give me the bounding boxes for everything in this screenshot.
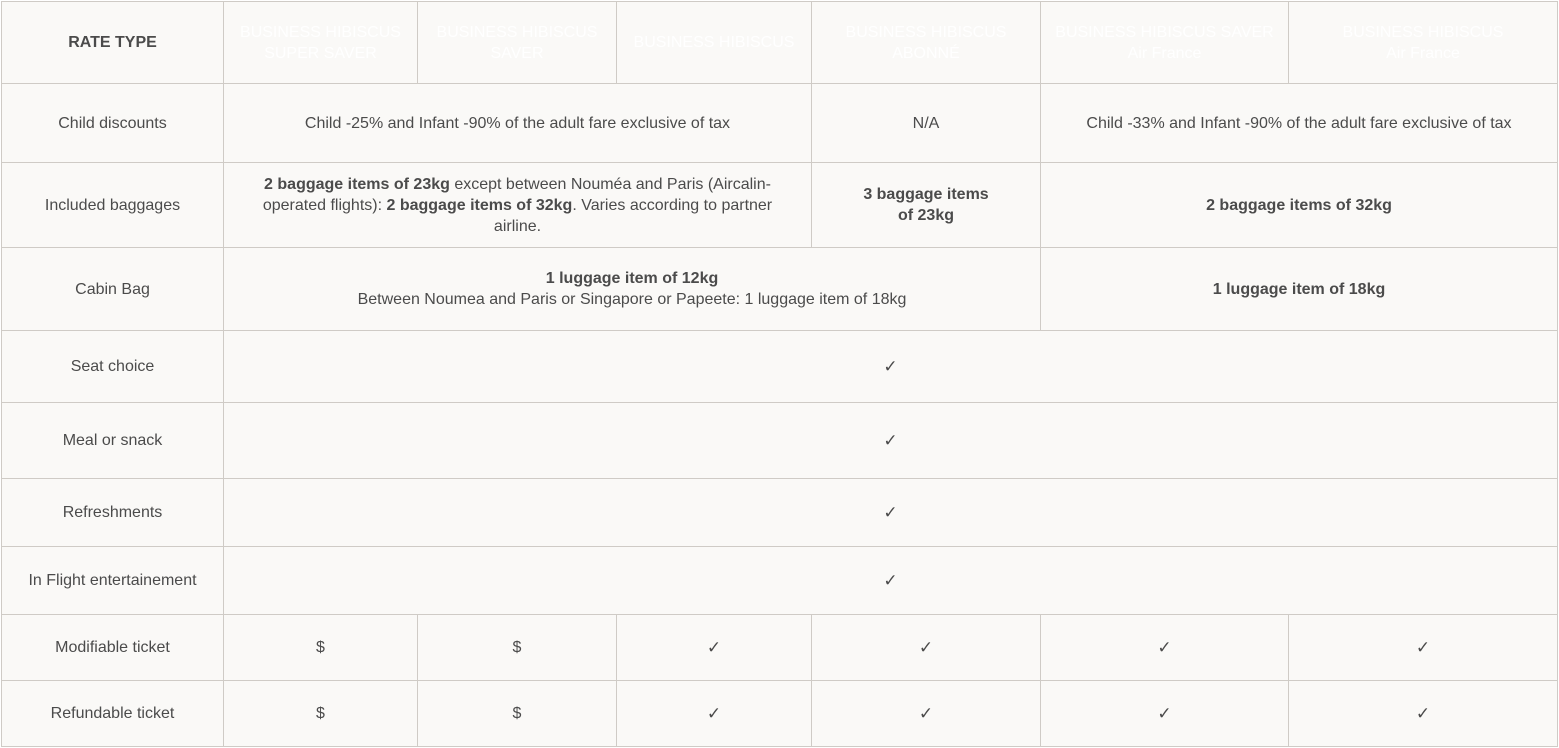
col-header-line2: Air France — [1386, 44, 1460, 62]
fare-comparison-table — [1, 1, 1558, 747]
col-header-line1: BUSINESS HIBISCUS — [633, 34, 795, 51]
fee-icon: $ — [224, 615, 418, 681]
row-label-refundable: Refundable ticket — [2, 681, 224, 747]
check-icon: ✓ — [812, 615, 1041, 681]
table-row — [2, 84, 1558, 163]
check-icon: ✓ — [1041, 615, 1289, 681]
row-label-refreshments: Refreshments — [2, 479, 224, 547]
check-icon: ✓ — [224, 479, 1558, 547]
check-icon: ✓ — [812, 681, 1041, 747]
check-icon: ✓ — [1289, 681, 1558, 747]
table-row — [2, 681, 1558, 747]
col-header-line2: SUPER SAVER — [264, 44, 377, 62]
check-icon: ✓ — [617, 615, 812, 681]
child-discounts-aircalin: Child -25% and Infant -90% of the adult fare exclusive of tax — [224, 84, 812, 163]
col-header-line1: BUSINESS HIBISCUS SAVER — [1055, 23, 1274, 41]
included-baggages-aircalin — [224, 163, 812, 248]
col-header-saver — [418, 2, 617, 84]
check-icon: ✓ — [224, 331, 1558, 403]
col-header-line1: BUSINESS HIBISCUS — [1342, 23, 1504, 41]
baggage-line1: 3 baggage items — [863, 186, 989, 203]
col-header-business — [617, 2, 812, 84]
table-row — [2, 331, 1558, 403]
row-label-seat-choice: Seat choice — [2, 331, 224, 403]
col-header-line2: SAVER — [490, 44, 544, 62]
col-header-line1: BUSINESS HIBISCUS — [436, 23, 598, 41]
check-icon: ✓ — [617, 681, 812, 747]
fee-icon: $ — [418, 681, 617, 747]
table-row — [2, 403, 1558, 479]
fee-icon: $ — [418, 615, 617, 681]
baggage-line2: of 23kg — [897, 207, 954, 224]
col-header-line2: ABONNÉ — [892, 44, 960, 62]
table-row — [2, 479, 1558, 547]
row-label-meal: Meal or snack — [2, 403, 224, 479]
baggage-exception-text: except between Nouméa and Paris (Aircalin-operated flights): — [262, 175, 771, 214]
cabin-bag-line1: 1 luggage item of 12kg — [545, 270, 719, 287]
rate-type-heading: RATE TYPE — [2, 2, 224, 84]
cabin-bag-line2: Between Noumea and Paris or Singapore or Papeete: 1 luggage item of 18kg — [357, 291, 907, 308]
check-icon: ✓ — [224, 547, 1558, 615]
row-label-modifiable: Modifiable ticket — [2, 615, 224, 681]
table-row — [2, 547, 1558, 615]
cabin-bag-aircalin — [224, 248, 1041, 331]
row-label-included-baggages: Included baggages — [2, 163, 224, 248]
row-label-child-discounts: Child discounts — [2, 84, 224, 163]
child-discounts-air-france: Child -33% and Infant -90% of the adult fare exclusive of tax — [1041, 84, 1558, 163]
header-row — [2, 2, 1558, 84]
col-header-super-saver — [224, 2, 418, 84]
col-header-business-air-france — [1289, 2, 1558, 84]
col-header-abonne — [812, 2, 1041, 84]
baggage-allowance-text: 2 baggage items of 23kg — [264, 175, 450, 193]
col-header-line2: Air France — [1127, 44, 1202, 62]
fee-icon: $ — [224, 681, 418, 747]
included-baggages-air-france: 2 baggage items of 32kg — [1041, 163, 1558, 248]
check-icon: ✓ — [1289, 615, 1558, 681]
col-header-line1: BUSINESS HIBISCUS — [240, 23, 401, 41]
col-header-line1: BUSINESS HIBISCUS — [845, 23, 1007, 41]
cabin-bag-air-france: 1 luggage item of 18kg — [1041, 248, 1558, 331]
table-row — [2, 163, 1558, 248]
check-icon: ✓ — [224, 403, 1558, 479]
baggage-partner-note: . Varies according to partner airline. — [493, 196, 773, 235]
baggage-allowance-text: 2 baggage items of 32kg — [386, 196, 573, 214]
row-label-entertainment: In Flight entertainement — [2, 547, 224, 615]
table-row — [2, 248, 1558, 331]
included-baggages-abonne — [812, 163, 1041, 248]
table-row — [2, 615, 1558, 681]
row-label-cabin-bag: Cabin Bag — [2, 248, 224, 331]
child-discounts-abonne: N/A — [812, 84, 1041, 163]
col-header-saver-air-france — [1041, 2, 1289, 84]
check-icon: ✓ — [1041, 681, 1289, 747]
